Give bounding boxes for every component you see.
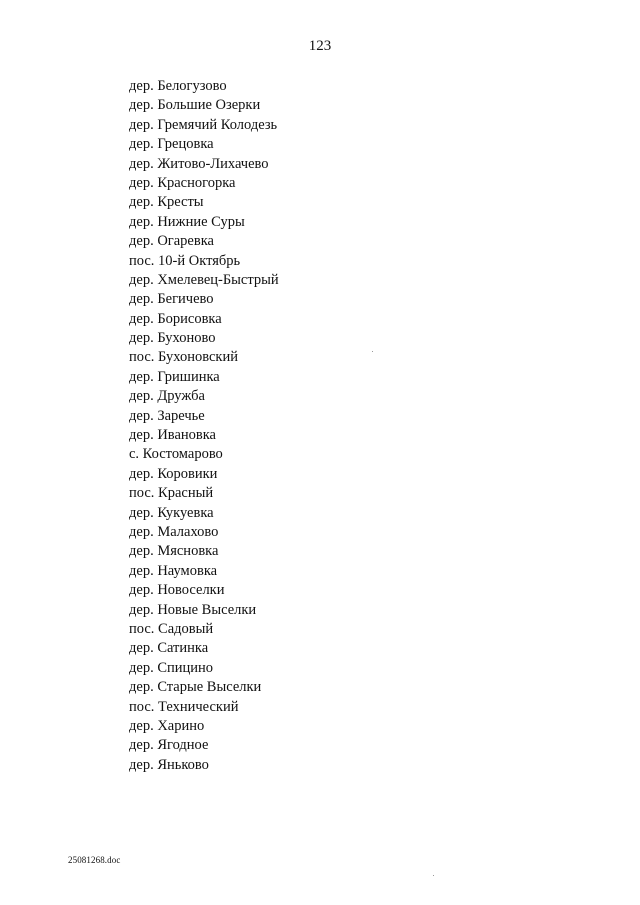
list-item: дер. Наумовка: [129, 562, 218, 579]
list-item: с. Костомарово: [129, 446, 223, 463]
list-item: дер. Бухоново: [129, 330, 216, 347]
list-item: пос. Садовый: [129, 620, 214, 637]
list-item: дер. Малахово: [129, 523, 219, 540]
list-item: дер. Дружба: [129, 388, 205, 405]
list-item: дер. Харино: [129, 717, 205, 734]
list-item: пос. Технический: [129, 698, 239, 715]
list-item: дер. Житово-Лихачево: [129, 155, 269, 172]
list-item: дер. Новоселки: [129, 582, 225, 599]
list-item: дер. Сатинка: [129, 640, 209, 657]
list-item: пос. 10-й Октябрь: [129, 252, 241, 269]
list-item: дер. Нижние Суры: [129, 213, 245, 230]
list-item: дер. Мясновка: [129, 543, 219, 560]
list-item: дер. Белогузово: [129, 78, 227, 94]
list-item: дер. Старые Выселки: [129, 679, 262, 696]
list-item: дер. Кукуевка: [129, 504, 214, 521]
list-item: дер. Хмелевец-Быстрый: [129, 271, 279, 288]
page-number: 123: [308, 38, 332, 54]
list-item: дер. Гремячий Колодезь: [129, 116, 278, 133]
list-item: дер. Огаревка: [129, 233, 214, 250]
scan-speck: [433, 875, 434, 876]
list-item: дер. Бегичево: [129, 291, 214, 308]
list-item: дер. Ивановка: [129, 427, 216, 444]
settlement-list: [129, 77, 279, 775]
footer-filename: 25081268.doc: [68, 855, 121, 865]
list-item: дер. Красногорка: [129, 174, 236, 191]
scan-speck: [372, 351, 373, 352]
list-item: пос. Бухоновский: [129, 349, 238, 366]
list-item: дер. Большие Озерки: [129, 97, 261, 114]
list-item: дер. Гришинка: [129, 368, 220, 385]
list-item: дер. Грецовка: [129, 136, 214, 153]
list-item: дер. Заречье: [129, 407, 205, 424]
list-item: дер. Яньково: [129, 756, 209, 773]
list-item: дер. Кресты: [129, 194, 204, 211]
list-item: дер. Борисовка: [129, 310, 222, 327]
list-item: дер. Спицино: [129, 659, 214, 676]
list-item: дер. Коровики: [129, 465, 218, 482]
list-item: дер. Ягодное: [129, 737, 209, 754]
list-item: дер. Новые Выселки: [129, 601, 257, 618]
list-item: пос. Красный: [129, 485, 214, 502]
